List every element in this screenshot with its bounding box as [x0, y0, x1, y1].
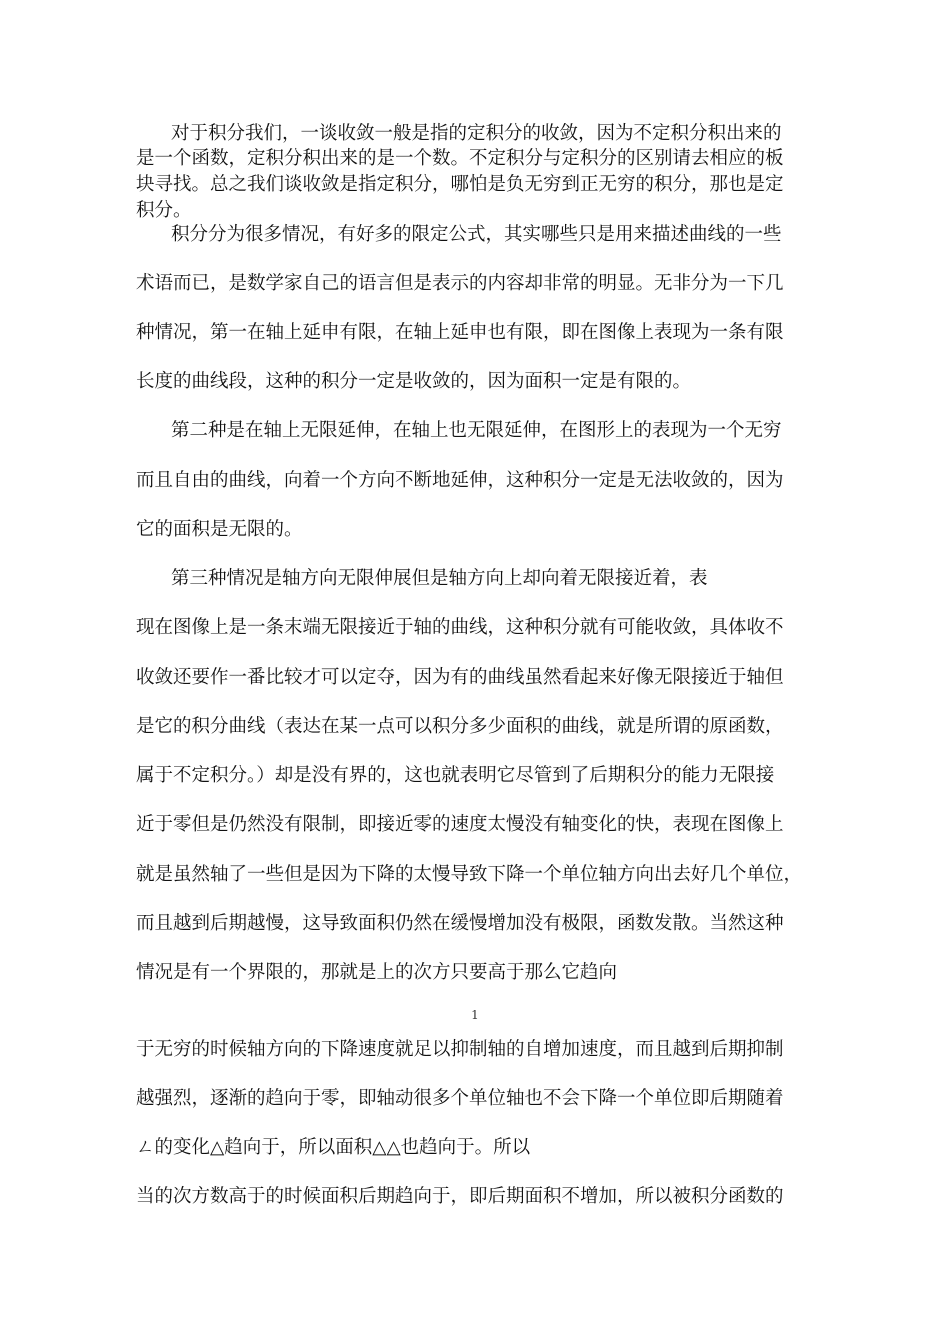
text-line: 对于积分我们，一谈收敛一般是指的定积分的收敛，因为不定积分积出来的 [171, 123, 782, 144]
text-line: 块寻找。总之我们谈收敛是指定积分，哪怕是负无穷到正无穷的积分，那也是定 [136, 174, 784, 195]
text-line: 积分分为很多情况，有好多的限定公式，其实哪些只是用来描述曲线的一些 [171, 224, 782, 245]
text-line: 情况是有一个界限的，那就是上的次方只要高于那么它趋向 [136, 962, 618, 983]
text-line: 是一个函数，定积分积出来的是一个数。不定积分与定积分的区别请去相应的板 [136, 148, 784, 169]
text-line: 它的面积是无限的。 [136, 519, 303, 540]
text-line: 就是虽然轴了一些但是因为下降的太慢导致下降一个单位轴方向出去好几个单位， [136, 864, 803, 885]
text-line: 属于不定积分。）却是没有界的，这也就表明它尽管到了后期积分的能力无限接 [136, 765, 775, 786]
text-line: 而且自由的曲线，向着一个方向不断地延伸，这种积分一定是无法收敛的，因为 [136, 470, 784, 491]
text-line: 长度的曲线段，这种的积分一定是收敛的，因为面积一定是有限的。 [136, 371, 692, 392]
text-line: 是它的积分曲线（表达在某一点可以积分多少面积的曲线，就是所谓的原函数， [136, 716, 784, 737]
text-line: 现在图像上是一条末端无限接近于轴的曲线，这种积分就有可能收敛，具体收不 [136, 617, 784, 638]
text-line: ㄥ的变化△趋向于，所以面积△△也趋向于。所以 [136, 1137, 531, 1158]
text-line: 术语而已，是数学家自己的语言但是表示的内容却非常的明显。无非分为一下几 [136, 273, 784, 294]
text-line: 越强烈，逐渐的趋向于零，即轴动很多个单位轴也不会下降一个单位即后期随着 [136, 1088, 784, 1109]
text-line: 而且越到后期越慢，这导致面积仍然在缓慢增加没有极限，函数发散。当然这种 [136, 913, 784, 934]
text-line: 近于零但是仍然没有限制，即接近零的速度太慢没有轴变化的快，表现在图像上 [136, 814, 784, 835]
text-line: 当的次方数高于的时候面积后期趋向于，即后期面积不增加，所以被积分函数的 [136, 1186, 784, 1207]
text-line: 第三种情况是轴方向无限伸展但是轴方向上却向着无限接近着，表 [171, 568, 708, 589]
text-line: 于无穷的时候轴方向的下降速度就足以抑制轴的自增加速度，而且越到后期抑制 [136, 1039, 784, 1060]
text-line: 第二种是在轴上无限延伸，在轴上也无限延伸，在图形上的表现为一个无穷 [171, 420, 782, 441]
text-line: 种情况，第一在轴上延申有限，在轴上延申也有限，即在图像上表现为一条有限 [136, 322, 784, 343]
text-line: 积分。 [136, 200, 192, 221]
text-line: 收敛还要作一番比较才可以定夺，因为有的曲线虽然看起来好像无限接近于轴但 [136, 667, 784, 688]
page-number: 1 [471, 1008, 479, 1022]
